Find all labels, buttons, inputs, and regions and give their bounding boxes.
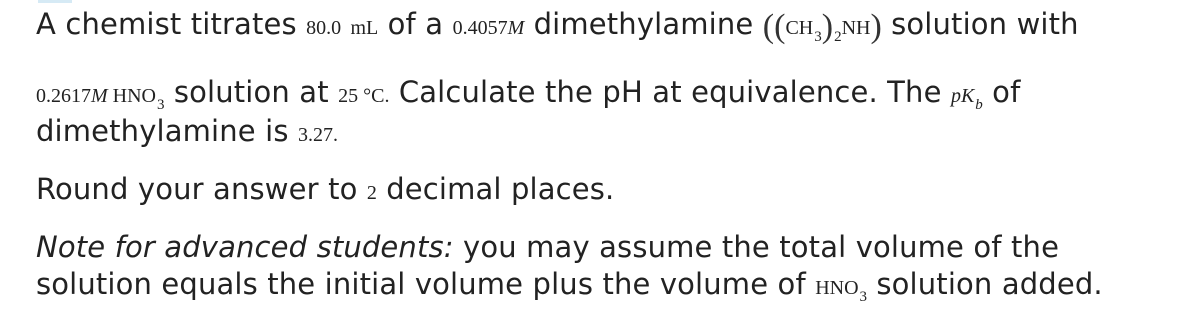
note-text-1: you may assume the total volume of the — [463, 230, 1060, 264]
calculate-text: Calculate the pH at equivalence. The — [398, 75, 942, 109]
base-concentration: 0.4057M — [452, 17, 525, 39]
note-label: Note for advanced students: — [36, 230, 454, 264]
intro-text: A chemist titrates — [36, 7, 297, 41]
question-line-2 — [36, 74, 1020, 116]
note-end-text: solution added. — [876, 267, 1103, 301]
round-text-post: decimal places. — [386, 172, 615, 206]
volume-value: 80.0 — [306, 17, 342, 39]
rounding-instruction — [36, 171, 614, 211]
decimal-places-count: 2 — [366, 182, 377, 204]
note-text-2: solution equals the initial volume plus the volume of — [36, 267, 806, 301]
top-accent-bar — [38, 0, 72, 3]
of-text: of — [992, 75, 1021, 109]
note-line-2 — [36, 266, 1103, 308]
temperature: 25 °C. — [338, 85, 390, 107]
question-line-3 — [36, 113, 338, 153]
base-name: dimethylamine — [533, 7, 754, 41]
note-acid-formula: $HNO_3$ — [815, 277, 868, 305]
question-line-1 — [36, 6, 1079, 48]
chemical-formula: $((CH_3)_2NH)$ — [762, 8, 882, 45]
solution-with-text: solution with — [891, 7, 1079, 41]
pkb-value: 3.27. — [298, 124, 338, 146]
round-text-pre: Round your answer to — [36, 172, 358, 206]
acid-concentration: 0.2617M $HNO_3$ — [36, 85, 165, 113]
pkb-symbol: $pK_b$ — [950, 85, 983, 113]
note-line-1 — [36, 229, 1059, 265]
volume-unit: mL — [350, 17, 379, 39]
solution-at-text: solution at — [173, 75, 329, 109]
of-a-text: of a — [387, 7, 444, 41]
dimethylamine-is-text: dimethylamine is — [36, 114, 289, 148]
